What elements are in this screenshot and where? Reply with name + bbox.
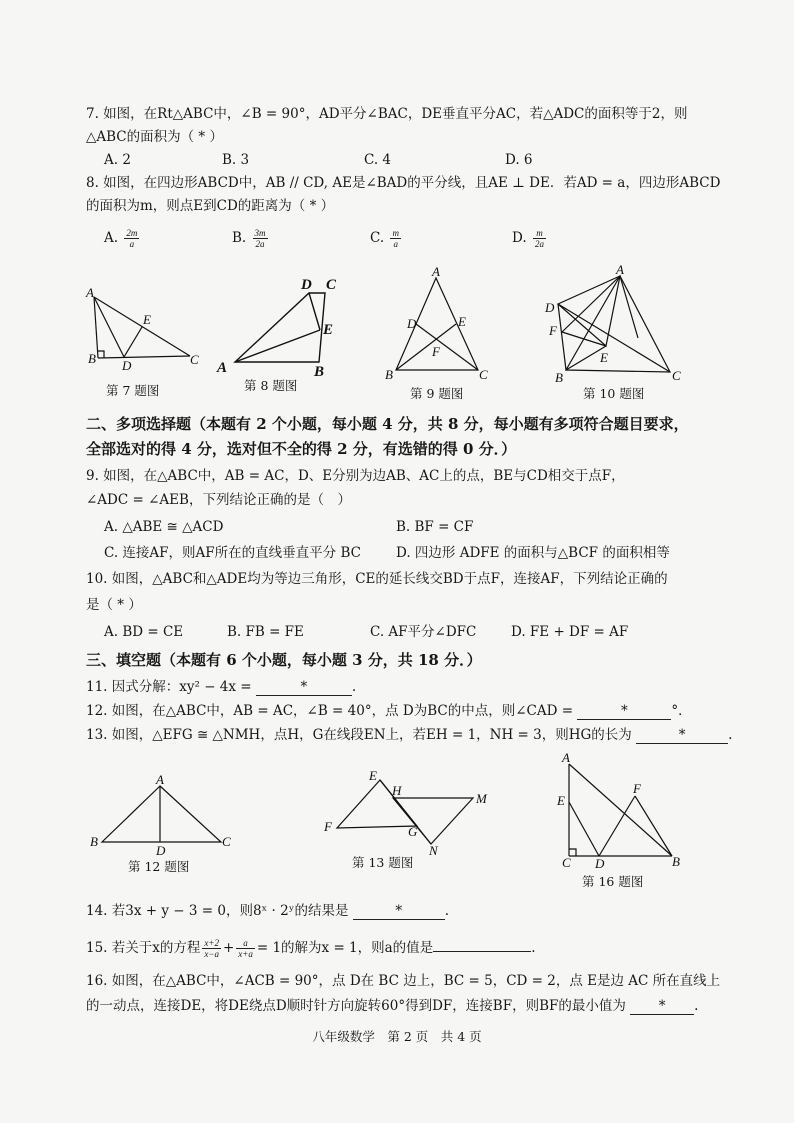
q10-option-c: C. AF平分∠DFC — [370, 624, 477, 640]
fig12-label-b: B — [90, 834, 98, 849]
q12: 12. 如图，在△ABC中，AB = AC，∠B = 40°，点 D为BC的中点，则∠CAD = * °． — [86, 703, 692, 719]
q13: 13. 如图，△EFG ≅ △NMH，点H，G在线段EN上，若EH = 1，NH = 3，则HG的长为 * . — [86, 727, 733, 743]
q15: 15. 若关于x的方程 $\frac{x+2}{x-a}$ + $\frac{a}{x+a}$ = 1的解为x = 1，则a的值是 . — [86, 938, 536, 959]
q10-option-b: B. FB = FE — [227, 624, 304, 640]
figure-q8 — [213, 272, 343, 380]
fig7-label-c: C — [190, 352, 199, 367]
fig8-label-b: B — [314, 364, 325, 380]
fig8-label-a: A — [217, 360, 228, 376]
q8-option-b: B. $\frac{3m}{2a}$ — [232, 228, 266, 249]
q7-option-c: C. 4 — [364, 152, 392, 168]
q8-line2: 的面积为m，则点E到CD的距离为（ * ） — [86, 198, 335, 214]
q15-answer-blank[interactable] — [433, 936, 531, 952]
fig9-label-a: A — [432, 264, 440, 279]
fig16-label-d: D — [595, 856, 605, 871]
q7-option-b: B. 3 — [222, 152, 250, 168]
fig8-label-e: E — [323, 322, 334, 338]
fig16-label-e: E — [557, 793, 565, 808]
caption-q10: 第 10 题图 — [583, 386, 645, 401]
section3-heading: 三、填空题（本题有 6 个小题，每小题 3 分，共 18 分．） — [86, 651, 482, 669]
q9-line1: 9. 如图，在△ABC中，AB = AC，D、E分别为边AB、AC上的点，BE与CD相交于点F， — [86, 468, 625, 484]
fig9-label-f: F — [432, 344, 440, 359]
figure-q9 — [383, 266, 493, 381]
fig7-label-e: E — [143, 312, 151, 327]
fig12-label-d: D — [156, 843, 166, 858]
q8-option-d: D. $\frac{m}{2a}$ — [512, 228, 544, 249]
q9-option-c: C. 连接AF，则AF所在的直线垂直平分 BC — [104, 545, 361, 561]
fig8-label-d: D — [301, 277, 312, 293]
fig16-label-a: A — [562, 750, 570, 765]
figure-q12 — [88, 772, 238, 858]
q8-line1: 8. 如图，在四边形ABCD中，AB // CD, AE是∠BAD的平分线，且AE ⊥ DE．若AD = a，四边形ABCD — [86, 175, 721, 191]
fig10-label-d: D — [545, 300, 555, 315]
fig9-label-c: C — [479, 367, 488, 382]
q10-line2: 是（ * ） — [86, 597, 142, 613]
fig12-label-a: A — [156, 772, 164, 787]
fig10-label-f: F — [549, 323, 557, 338]
q11-answer-blank[interactable]: * — [256, 680, 352, 696]
figure-q10 — [541, 262, 686, 384]
q9-option-b: B. BF = CF — [396, 519, 474, 535]
fig10-label-a: A — [616, 262, 624, 277]
fig7-label-a: A — [86, 285, 94, 300]
q16-line1: 16. 如图，在△ABC中，∠ACB = 90°，点 D在 BC 边上，BC = 5，CD = 2，点 E是边 AC 所在直线上 — [86, 973, 721, 989]
q9-option-d: D. 四边形 ADFE 的面积与△BCF 的面积相等 — [396, 545, 670, 561]
q14-answer-blank[interactable]: * — [353, 904, 445, 920]
fig13-label-e: E — [369, 768, 377, 783]
q10-option-a: A. BD = CE — [104, 624, 184, 640]
q7-option-a: A. 2 — [104, 152, 131, 168]
caption-q8: 第 8 题图 — [244, 378, 298, 393]
page-footer: 八年级数学 第 2 页 共 4 页 — [312, 1029, 482, 1044]
q10-option-d: D. FE + DF = AF — [511, 624, 629, 640]
q8-option-c: C. $\frac{m}{a}$ — [370, 228, 399, 249]
q8-option-a: A. $\frac{2m}{a}$ — [104, 228, 138, 249]
fig8-label-c: C — [326, 277, 337, 293]
q7-line2: △ABC的面积为（ * ） — [86, 129, 223, 145]
fig7-label-b: B — [88, 351, 96, 366]
q9-line2: ∠ADC = ∠AEB，下列结论正确的是（ ） — [86, 492, 351, 508]
caption-q12: 第 12 题图 — [128, 859, 190, 874]
q16-line2: 的一动点，连接DE，将DE绕点D顺时针方向旋转60°得到DF，连接BF，则BF的最小值为 * . — [86, 998, 699, 1014]
caption-q7: 第 7 题图 — [106, 383, 160, 398]
q16-answer-blank[interactable]: * — [630, 999, 694, 1015]
fig12-label-c: C — [222, 834, 231, 849]
fig13-label-m: M — [476, 791, 487, 806]
fig9-label-e: E — [458, 314, 466, 329]
fig16-label-f: F — [633, 781, 641, 796]
fig16-label-c: C — [562, 855, 571, 870]
caption-q16: 第 16 题图 — [582, 874, 644, 889]
q12-answer-blank[interactable]: * — [577, 704, 671, 720]
fig10-label-c: C — [672, 368, 681, 383]
figure-q16 — [556, 750, 686, 870]
caption-q13: 第 13 题图 — [352, 855, 414, 870]
q7-option-d: D. 6 — [505, 152, 533, 168]
fig13-label-g: G — [408, 824, 418, 839]
q11: 11. 因式分解：xy² − 4x = * . — [86, 679, 357, 695]
q9-option-a: A. △ABE ≅ △ACD — [104, 519, 224, 535]
fig10-label-e: E — [600, 350, 608, 365]
fig13-label-n: N — [429, 843, 438, 858]
q14: 14. 若3x + y − 3 = 0，则8ˣ · 2ʸ的结果是 * . — [86, 903, 450, 919]
figure-q7 — [86, 285, 206, 375]
q10-line1: 10. 如图，△ABC和△ADE均为等边三角形，CE的延长线交BD于点F，连接AF，下列结论正确的 — [86, 571, 668, 587]
fig16-label-b: B — [672, 854, 680, 869]
fig10-label-b: B — [555, 370, 563, 385]
q13-answer-blank[interactable]: * — [636, 728, 728, 744]
fig7-label-d: D — [122, 358, 132, 373]
caption-q9: 第 9 题图 — [410, 386, 464, 401]
fig9-label-b: B — [385, 367, 393, 382]
fig9-label-d: D — [407, 316, 417, 331]
fig13-label-h: H — [392, 783, 402, 798]
section2-heading-line2: 全部选对的得 4 分，选对但不全的得 2 分，有选错的得 0 分．） — [86, 440, 517, 458]
figure-q13 — [318, 768, 498, 858]
section2-heading-line1: 二、多项选择题（本题有 2 个小题，每小题 4 分，共 8 分，每小题有多项符合题目要求， — [86, 415, 689, 433]
fig13-label-f: F — [324, 819, 332, 834]
q7-line1: 7. 如图，在Rt△ABC中，∠B = 90°，AD平分∠BAC，DE垂直平分AC，若△ADC的面积等于2，则 — [86, 106, 688, 122]
